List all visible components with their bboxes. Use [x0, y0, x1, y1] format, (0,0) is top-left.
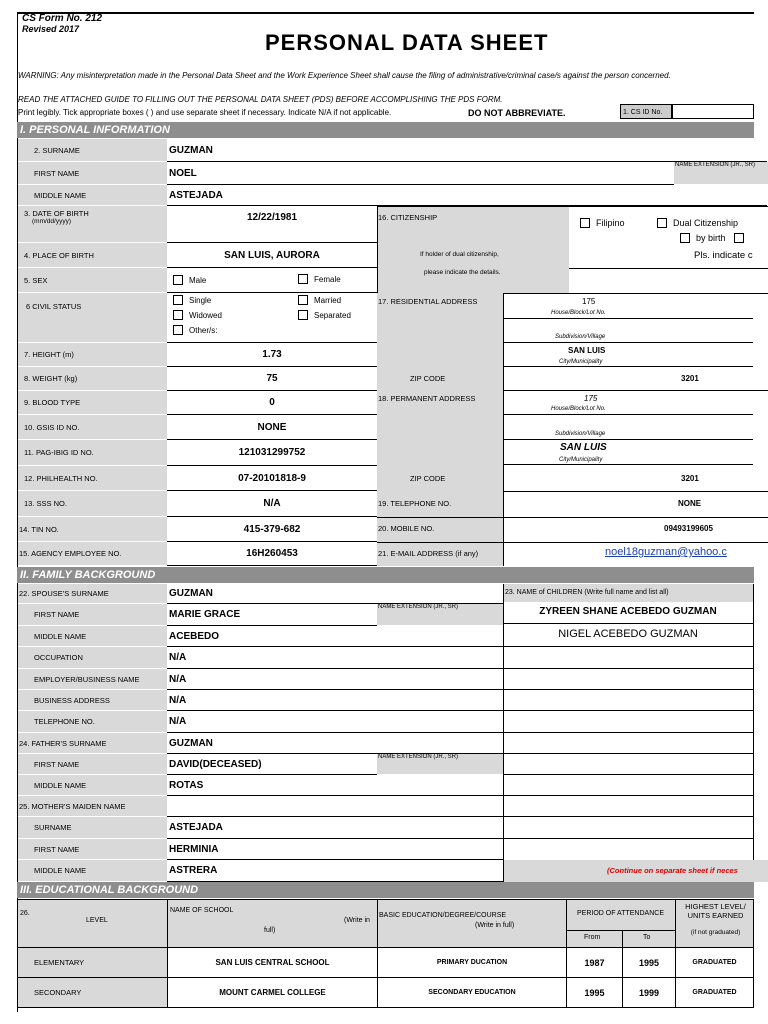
period-split-line — [566, 930, 675, 931]
tin-label: 14. TIN NO. — [18, 517, 167, 542]
agency-employee-field[interactable]: 16H260453 — [167, 542, 377, 566]
male-label: Male — [189, 275, 207, 285]
dob-field[interactable]: 12/22/1981 — [167, 206, 377, 243]
citizenship-top-line — [377, 206, 768, 207]
civil-others-option[interactable] — [173, 325, 217, 335]
continue-note: (Continue on separate sheet if neces — [607, 866, 738, 875]
married-checkbox[interactable] — [298, 295, 308, 305]
res-house-line — [503, 318, 753, 319]
philhealth-field[interactable]: 07-20101818-9 — [167, 466, 377, 491]
res-subdiv-caption: Subdivision/Village — [555, 334, 606, 340]
school-full: full) — [264, 927, 276, 934]
perm-city-value[interactable]: SAN LUIS — [560, 442, 607, 453]
others-checkbox[interactable] — [173, 325, 183, 335]
child-row-7 — [503, 753, 753, 754]
permanent-label: 18. PERMANENT ADDRESS — [378, 394, 476, 403]
male-checkbox[interactable] — [173, 275, 183, 285]
mother-surname-label: SURNAME — [18, 817, 167, 839]
employer-label: EMPLOYER/BUSINESS NAME — [18, 669, 167, 690]
sex-label: 5. SEX — [18, 268, 167, 293]
tin-field[interactable]: 415-379-682 — [167, 517, 377, 542]
res-city-line — [503, 366, 753, 367]
print-note: Print legibly. Tick appropriate boxes ( ) and use separate sheet if necessary. Indicate N/A if not applicable. — [18, 108, 392, 117]
edu-to-elementary[interactable]: 1995 — [638, 957, 660, 968]
single-label: Single — [189, 295, 212, 305]
edu-highest-secondary[interactable]: GRADUATED — [692, 989, 737, 996]
pob-field[interactable]: SAN LUIS, AURORA — [167, 243, 377, 268]
edu-school-elementary[interactable]: SAN LUIS CENTRAL SCHOOL — [215, 958, 330, 967]
name-extension-label: NAME EXTENSION (JR., SR) — [674, 162, 768, 185]
blood-type-label: 9. BLOOD TYPE — [18, 391, 167, 415]
mother-maiden-field — [167, 796, 503, 817]
education-number: 26. — [20, 910, 30, 917]
top-border — [17, 12, 754, 14]
mother-middle-label: MIDDLE NAME — [18, 860, 167, 882]
perm-house-line — [503, 414, 753, 415]
spouse-telephone-label: TELEPHONE NO. — [18, 711, 167, 733]
highest-header: HIGHEST LEVEL/ UNITS EARNED — [685, 902, 746, 920]
sex-male-option[interactable] — [173, 275, 206, 285]
to-header: To — [643, 934, 651, 941]
occupation-field[interactable]: N/A — [167, 647, 503, 669]
perm-zip-label: ZIP CODE — [410, 474, 446, 483]
dual-note-1: If holder of dual citizenship, — [420, 251, 499, 258]
business-address-label: BUSINESS ADDRESS — [18, 690, 167, 711]
pagibig-label: 11. PAG-IBIG ID NO. — [18, 440, 167, 466]
children-divider — [503, 584, 504, 882]
cs-id-label: 1. CS ID No. — [620, 104, 672, 119]
father-surname-field[interactable]: GUZMAN — [167, 733, 503, 754]
civil-single-option[interactable] — [173, 295, 211, 305]
pagibig-field[interactable]: 121031299752 — [167, 440, 377, 466]
civil-widowed-option[interactable] — [173, 310, 222, 320]
perm-city-caption: City/Municipality — [559, 457, 603, 463]
dob-number: 3. — [24, 209, 31, 218]
level-header: LEVEL — [86, 917, 108, 924]
single-checkbox[interactable] — [173, 295, 183, 305]
middle-name-field[interactable]: ASTEJADA — [167, 185, 767, 206]
child-1-field[interactable]: ZYREEN SHANE ACEBEDO GUZMAN — [503, 602, 753, 624]
highest-sub-header: (if not graduated) — [690, 929, 741, 936]
first-name-label: FIRST NAME — [18, 162, 167, 185]
school-header: NAME OF SCHOOL — [170, 907, 234, 914]
dob-format: (mm/dd/yyyy) — [32, 218, 71, 225]
mother-surname-field[interactable]: ASTEJADA — [167, 817, 503, 839]
no-abbreviate-note: DO NOT ABBREVIATE. — [468, 108, 566, 118]
blood-type-field[interactable]: 0 — [167, 391, 377, 415]
father-surname-label: 24. FATHER'S SURNAME — [18, 733, 167, 754]
agency-employee-label: 15. AGENCY EMPLOYEE NO. — [18, 542, 167, 566]
edu-col-6 — [753, 899, 754, 1007]
civil-married-option[interactable] — [298, 295, 341, 305]
mother-middle-field[interactable]: ASTRERA — [167, 860, 503, 882]
mother-first-label: FIRST NAME — [18, 839, 167, 860]
sss-field[interactable]: N/A — [167, 491, 377, 517]
filipino-label: Filipino — [596, 218, 625, 228]
res-zip-label: ZIP CODE — [410, 374, 446, 383]
period-header: PERIOD OF ATTENDANCE — [577, 910, 664, 917]
residential-label: 17. RESIDENTIAL ADDRESS — [378, 297, 478, 306]
child-row-3 — [503, 668, 753, 669]
child-row-5 — [503, 710, 753, 711]
form-revised: Revised 2017 — [22, 24, 80, 34]
business-address-field[interactable]: N/A — [167, 690, 503, 711]
warning-text: WARNING: Any misinterpretation made in the Personal Data Sheet and the Work Experience Sheet shall cause the filing of administrative/criminal case/s against the person concerned. — [18, 71, 671, 80]
section-family-background: II. FAMILY BACKGROUND — [17, 567, 754, 583]
filipino-checkbox[interactable] — [580, 218, 590, 228]
school-write-in: (Write in — [344, 917, 370, 924]
civil-separated-option[interactable] — [298, 310, 351, 320]
email-field[interactable]: noel18guzman@yahoo.c — [605, 546, 727, 558]
civil-status-label: 6 CIVIL STATUS — [18, 293, 167, 343]
separated-label: Separated — [314, 310, 351, 320]
child-row-11 — [503, 838, 753, 839]
edu-course-secondary[interactable]: SECONDARY EDUCATION — [428, 989, 516, 996]
female-checkbox[interactable] — [298, 274, 308, 284]
sss-label: 13. SSS NO. — [18, 491, 167, 517]
course-header: BASIC EDUCATION/DEGREE/COURSE — [379, 912, 507, 919]
res-city-caption: City/Municipality — [559, 359, 603, 365]
philhealth-label: 12. PHILHEALTH NO. — [18, 466, 167, 491]
dual-label: Dual Citizenship — [673, 218, 739, 228]
mother-maiden-label: 25. MOTHER'S MAIDEN NAME — [18, 796, 167, 817]
dual-citizenship-option[interactable] — [657, 218, 738, 228]
children-label: 23. NAME of CHILDREN (Write full name and list all) — [503, 584, 753, 602]
height-field[interactable]: 1.73 — [167, 343, 377, 367]
course-write-in: (Write in full) — [475, 922, 515, 929]
perm-zip-value[interactable]: 3201 — [681, 474, 699, 483]
perm-house-value[interactable]: 175 — [584, 394, 598, 403]
father-first-field[interactable]: DAVID(DECEASED) — [167, 754, 377, 775]
child-row-6 — [503, 732, 753, 733]
edu-top-line — [18, 899, 754, 900]
father-middle-label: MIDDLE NAME — [18, 775, 167, 796]
by-birth-option[interactable] — [680, 233, 750, 243]
female-label: Female — [314, 274, 341, 284]
widowed-label: Widowed — [189, 310, 222, 320]
pob-label: 4. PLACE OF BIRTH — [18, 243, 167, 268]
children-right-border — [753, 584, 754, 860]
address-divider — [503, 293, 504, 566]
edu-highest-elementary[interactable]: GRADUATED — [692, 959, 737, 966]
mobile-field[interactable]: 09493199605 — [664, 524, 713, 533]
page-title: PERSONAL DATA SHEET — [265, 30, 549, 55]
child-row-9 — [503, 795, 753, 796]
by-birth-checkbox[interactable] — [680, 233, 690, 243]
spouse-middle-label: MIDDLE NAME — [18, 626, 167, 647]
first-name-field[interactable]: NOEL — [167, 162, 674, 185]
middle-name-label: MIDDLE NAME — [18, 185, 167, 206]
edu-level-secondary: SECONDARY — [18, 978, 167, 1007]
citizenship-label: 16. CITIZENSHIP — [378, 213, 438, 222]
perm-subdiv-caption: Subdivision/Village — [555, 431, 606, 437]
edu-from-elementary[interactable]: 1987 — [584, 957, 605, 968]
edu-course-elementary[interactable]: PRIMARY DUCATION — [436, 959, 508, 966]
edu-from-secondary[interactable]: 1995 — [584, 987, 605, 998]
child-row-4 — [503, 689, 753, 690]
gsis-label: 10. GSIS ID NO. — [18, 415, 167, 440]
separated-checkbox[interactable] — [298, 310, 308, 320]
spouse-surname-field[interactable]: GUZMAN — [167, 584, 503, 604]
res-city-value[interactable]: SAN LUIS — [568, 346, 606, 355]
edu-school-secondary[interactable]: MOUNT CARMEL COLLEGE — [219, 988, 326, 997]
gsis-field[interactable]: NONE — [167, 415, 377, 440]
email-label: 21. E-MAIL ADDRESS (if any) — [378, 549, 479, 558]
father-first-label: FIRST NAME — [18, 754, 167, 775]
edu-level-elementary: ELEMENTARY — [18, 948, 167, 977]
dob-label-block — [18, 206, 167, 243]
filipino-option[interactable] — [580, 218, 625, 228]
section-personal-information: I. PERSONAL INFORMATION — [17, 122, 754, 138]
edu-to-secondary[interactable]: 1999 — [638, 987, 660, 998]
read-guide-text: READ THE ATTACHED GUIDE TO FILLING OUT THE PERSONAL DATA SHEET (PDS) BEFORE ACCOMPLISHING THE PDS FORM. — [18, 95, 503, 104]
edu-row-2-bottom — [18, 1007, 754, 1008]
form-number: CS Form No. 212 — [22, 13, 103, 24]
child-2-field[interactable]: NIGEL ACEBEDO GUZMAN — [503, 624, 753, 647]
spouse-surname-label: 22. SPOUSE'S SURNAME — [18, 584, 167, 604]
telephone-field[interactable]: NONE — [678, 499, 702, 508]
mobile-label: 20. MOBILE NO. — [378, 524, 435, 533]
section-educational-background: III. EDUCATIONAL BACKGROUND — [17, 882, 754, 898]
father-ext-label: NAME EXTENSION (JR., SR) — [377, 754, 503, 775]
father-middle-field[interactable]: ROTAS — [167, 775, 503, 796]
married-label: Married — [314, 295, 342, 305]
from-header: From — [584, 934, 601, 941]
spouse-ext-label: NAME EXTENSION (JR., SR) — [377, 604, 503, 626]
perm-city-line — [503, 464, 753, 465]
citizenship-detail-line — [569, 268, 768, 269]
by-birth-label: by birth — [696, 233, 726, 243]
height-label: 7. HEIGHT (m) — [18, 343, 167, 367]
occupation-label: OCCUPATION — [18, 647, 167, 669]
spouse-first-label: FIRST NAME — [18, 604, 167, 626]
surname-label: 2. SURNAME — [18, 139, 167, 162]
sex-female-option[interactable] — [298, 274, 341, 284]
mobile-line — [377, 542, 768, 543]
res-subdiv-line — [503, 342, 753, 343]
widowed-checkbox[interactable] — [173, 310, 183, 320]
res-house-value[interactable]: 175 — [582, 297, 596, 306]
perm-subdiv-line — [503, 439, 753, 440]
mother-first-field[interactable]: HERMINIA — [167, 839, 503, 860]
spouse-telephone-field[interactable]: N/A — [167, 711, 503, 733]
others-label: Other/s: — [189, 325, 218, 335]
cs-id-field[interactable] — [672, 104, 754, 119]
telephone-line — [377, 517, 768, 518]
telephone-label: 19. TELEPHONE NO. — [378, 499, 452, 508]
naturalization-checkbox[interactable] — [734, 233, 744, 243]
res-zip-value[interactable]: 3201 — [681, 374, 699, 383]
dob-label: DATE OF BIRTH — [32, 209, 89, 218]
weight-field[interactable]: 75 — [167, 367, 377, 391]
employer-field[interactable]: N/A — [167, 669, 503, 690]
dual-note-2: please indicate the details. — [424, 269, 501, 276]
spouse-first-field[interactable]: MARIE GRACE — [167, 604, 377, 626]
res-house-caption: House/Block/Lot No. — [551, 310, 606, 316]
dual-checkbox[interactable] — [657, 218, 667, 228]
child-row-10 — [503, 816, 753, 817]
weight-label: 8. WEIGHT (kg) — [18, 367, 167, 391]
perm-house-caption: House/Block/Lot No. — [551, 406, 606, 412]
surname-field[interactable]: GUZMAN — [167, 139, 767, 162]
pls-indicate-text: Pls. indicate c — [694, 250, 753, 261]
child-row-8 — [503, 774, 753, 775]
spouse-middle-field[interactable]: ACEBEDO — [167, 626, 503, 647]
